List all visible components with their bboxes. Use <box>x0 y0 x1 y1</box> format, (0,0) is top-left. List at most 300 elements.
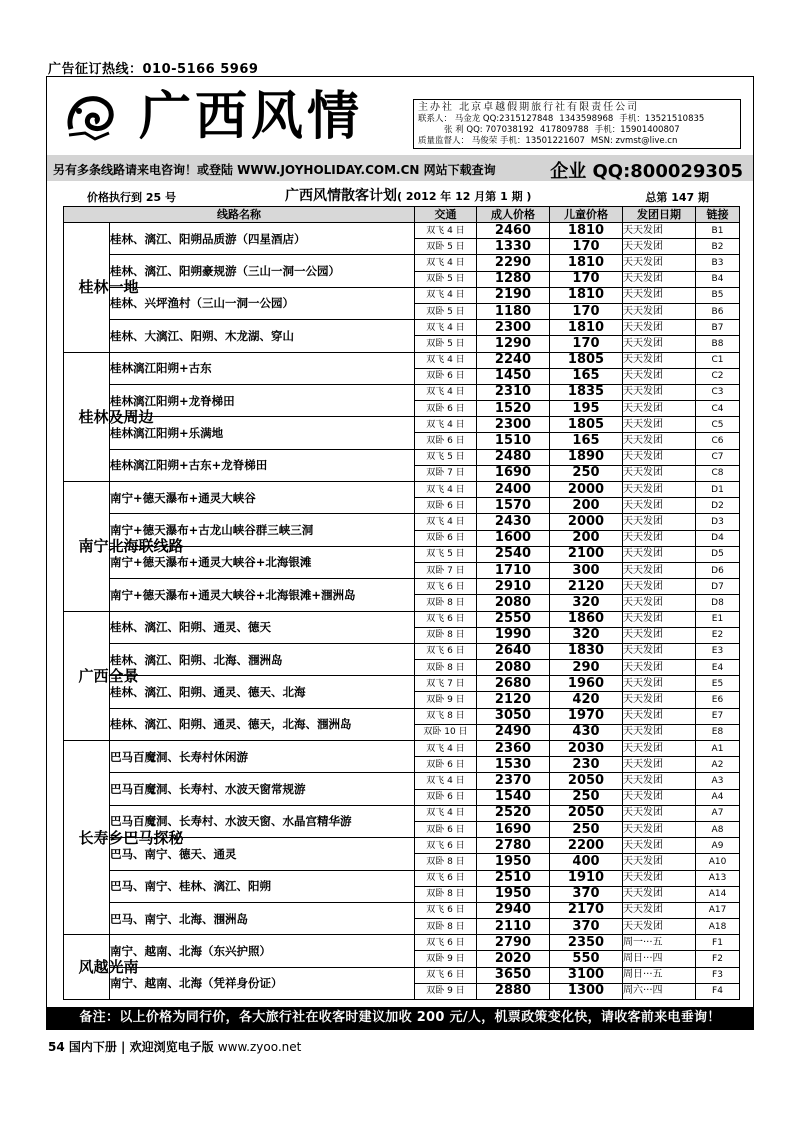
route-name: 桂林、漓江、阳朔品质游（四星酒店） <box>110 223 415 255</box>
link-code-cell[interactable]: E5 <box>696 676 740 692</box>
link-code-cell[interactable]: F4 <box>696 983 740 999</box>
transport-cell: 双卧 9 日 <box>415 692 477 708</box>
route-name: 桂林、漓江、阳朔、北海、涠洲岛 <box>110 643 415 675</box>
transport-cell: 双飞 4 日 <box>415 805 477 821</box>
table-row <box>64 935 740 951</box>
route-name: 南宁+德天瀑布+通灵大峡谷+北海银滩+涠洲岛 <box>110 579 415 611</box>
departure-cell: 天天发团 <box>623 287 696 303</box>
info-bar <box>47 155 753 181</box>
website-link[interactable]: www.zyoo.net <box>217 1040 302 1054</box>
link-code-cell[interactable]: C6 <box>696 433 740 449</box>
transport-cell: 双飞 4 日 <box>415 514 477 530</box>
transport-cell: 双飞 4 日 <box>415 352 477 368</box>
link-code-cell[interactable]: D1 <box>696 482 740 498</box>
child-price-cell: 250 <box>550 821 623 837</box>
page-footer: 54 国内下册 | 欢迎浏览电子版 www.zyoo.net <box>48 1040 302 1054</box>
route-name: 巴马、南宁、桂林、漓江、阳朔 <box>110 870 415 902</box>
child-price-cell: 1810 <box>550 223 623 239</box>
adult-price-cell: 2300 <box>477 417 550 433</box>
route-name: 桂林漓江阳朔+龙脊梯田 <box>110 384 415 416</box>
table-row <box>64 902 740 918</box>
child-price-cell: 370 <box>550 919 623 935</box>
link-code-cell[interactable]: D6 <box>696 562 740 578</box>
transport-cell: 双飞 4 日 <box>415 482 477 498</box>
child-price-cell: 290 <box>550 660 623 676</box>
departure-cell: 天天发团 <box>623 643 696 659</box>
child-price-cell: 1835 <box>550 384 623 400</box>
adult-price-cell: 1290 <box>477 336 550 352</box>
transport-cell: 双卧 8 日 <box>415 919 477 935</box>
adult-price-cell: 2780 <box>477 838 550 854</box>
departure-cell: 天天发团 <box>623 821 696 837</box>
table-row <box>64 611 740 627</box>
table-row <box>64 417 740 433</box>
category-label: 风越光南 <box>64 935 110 1000</box>
link-code-cell[interactable]: C3 <box>696 384 740 400</box>
col-child-price: 儿童价格 <box>550 207 623 223</box>
link-code-cell[interactable]: C7 <box>696 449 740 465</box>
table-row <box>64 482 740 498</box>
price-table <box>63 206 740 1000</box>
departure-cell: 天天发团 <box>623 870 696 886</box>
link-code-cell[interactable]: A4 <box>696 789 740 805</box>
child-price-cell: 550 <box>550 951 623 967</box>
table-row <box>64 320 740 336</box>
adult-price-cell: 2400 <box>477 482 550 498</box>
transport-cell: 双卧 5 日 <box>415 336 477 352</box>
departure-cell: 天天发团 <box>623 255 696 271</box>
link-code-cell[interactable]: A10 <box>696 854 740 870</box>
dragon-logo-icon <box>65 89 119 143</box>
link-code-cell[interactable]: B7 <box>696 320 740 336</box>
transport-cell: 双卧 6 日 <box>415 368 477 384</box>
child-price-cell: 2050 <box>550 805 623 821</box>
child-price-cell: 430 <box>550 724 623 740</box>
child-price-cell: 2120 <box>550 579 623 595</box>
transport-cell: 双飞 5 日 <box>415 546 477 562</box>
child-price-cell: 2350 <box>550 935 623 951</box>
transport-cell: 双飞 4 日 <box>415 384 477 400</box>
adult-price-cell: 2540 <box>477 546 550 562</box>
link-code-cell[interactable]: E8 <box>696 724 740 740</box>
departure-cell: 周一···五 <box>623 935 696 951</box>
table-row <box>64 223 740 239</box>
transport-cell: 双卧 7 日 <box>415 465 477 481</box>
departure-cell: 天天发团 <box>623 401 696 417</box>
departure-cell: 周日···五 <box>623 967 696 983</box>
adult-price-cell: 1990 <box>477 627 550 643</box>
route-name: 巴马、南宁、北海、涠洲岛 <box>110 902 415 934</box>
col-link: 链接 <box>696 207 740 223</box>
route-name: 桂林、大漓江、阳朔、木龙湖、穿山 <box>110 320 415 352</box>
adult-price-cell: 1690 <box>477 465 550 481</box>
table-row <box>64 514 740 530</box>
col-transport: 交通 <box>415 207 477 223</box>
route-name: 桂林漓江阳朔+古东+龙脊梯田 <box>110 449 415 481</box>
adult-price-cell: 2790 <box>477 935 550 951</box>
transport-cell: 双飞 6 日 <box>415 870 477 886</box>
adult-price-cell: 2120 <box>477 692 550 708</box>
contact-row: 质量监督人： 马俊荣 手机：13501221607 MSN: zvmst@live.cn <box>418 136 678 146</box>
transport-cell: 双卧 6 日 <box>415 757 477 773</box>
adult-price-cell: 2240 <box>477 352 550 368</box>
table-row <box>64 967 740 983</box>
link-code-cell[interactable]: A7 <box>696 805 740 821</box>
departure-cell: 天天发团 <box>623 530 696 546</box>
transport-cell: 双飞 7 日 <box>415 676 477 692</box>
child-price-cell: 1810 <box>550 255 623 271</box>
adult-price-cell: 1450 <box>477 368 550 384</box>
departure-cell: 天天发团 <box>623 449 696 465</box>
adult-price-cell: 2550 <box>477 611 550 627</box>
link-code-cell[interactable]: C2 <box>696 368 740 384</box>
adult-price-cell: 2510 <box>477 870 550 886</box>
transport-cell: 双卧 6 日 <box>415 821 477 837</box>
link-code-cell[interactable]: A1 <box>696 741 740 757</box>
departure-cell: 天天发团 <box>623 757 696 773</box>
adult-price-cell: 2480 <box>477 449 550 465</box>
table-row <box>64 255 740 271</box>
child-price-cell: 2030 <box>550 741 623 757</box>
child-price-cell: 1890 <box>550 449 623 465</box>
departure-cell: 天天发团 <box>623 417 696 433</box>
departure-cell: 天天发团 <box>623 854 696 870</box>
transport-cell: 双飞 4 日 <box>415 255 477 271</box>
link-code-cell[interactable]: C8 <box>696 465 740 481</box>
departure-cell: 天天发团 <box>623 546 696 562</box>
link-code-cell[interactable]: C5 <box>696 417 740 433</box>
adult-price-cell: 2190 <box>477 287 550 303</box>
adult-price-cell: 1950 <box>477 854 550 870</box>
adult-price-cell: 2490 <box>477 724 550 740</box>
contact-row: 联系人： 马金龙 QQ:2315127848 1343598968 手机：13521510835 <box>418 114 705 124</box>
child-price-cell: 2000 <box>550 514 623 530</box>
plan-row <box>47 185 753 205</box>
departure-cell: 天天发团 <box>623 303 696 319</box>
link-code-cell[interactable]: E7 <box>696 708 740 724</box>
adult-price-cell: 1180 <box>477 303 550 319</box>
transport-cell: 双卧 5 日 <box>415 271 477 287</box>
link-code-cell[interactable]: F2 <box>696 951 740 967</box>
organizer: 主办社 北京卓越假期旅行社有限责任公司 <box>418 102 640 113</box>
departure-cell: 天天发团 <box>623 805 696 821</box>
route-name: 桂林、兴坪渔村（三山一洞一公园） <box>110 287 415 319</box>
issue-number: 总第 147 期 <box>645 191 709 204</box>
link-code-cell[interactable]: A2 <box>696 757 740 773</box>
child-price-cell: 1810 <box>550 287 623 303</box>
departure-cell: 天天发团 <box>623 789 696 805</box>
transport-cell: 双飞 6 日 <box>415 579 477 595</box>
departure-cell: 天天发团 <box>623 562 696 578</box>
adult-price-cell: 2370 <box>477 773 550 789</box>
child-price-cell: 170 <box>550 271 623 287</box>
adult-price-cell: 2020 <box>477 951 550 967</box>
link-code-cell[interactable]: B6 <box>696 303 740 319</box>
transport-cell: 双飞 4 日 <box>415 287 477 303</box>
adult-price-cell: 1280 <box>477 271 550 287</box>
remark-bar: 备注：以上价格为同行价，各大旅行社在收客时建议加收 200 元/人，机票政策变化快，请收客前来电垂询！ <box>47 1007 753 1029</box>
child-price-cell: 2100 <box>550 546 623 562</box>
child-price-cell: 370 <box>550 886 623 902</box>
child-price-cell: 2050 <box>550 773 623 789</box>
transport-cell: 双卧 6 日 <box>415 401 477 417</box>
adult-price-cell: 2880 <box>477 983 550 999</box>
child-price-cell: 230 <box>550 757 623 773</box>
adult-price-cell: 3050 <box>477 708 550 724</box>
contact-row: 张 利 QQ: 707038192 417809788 手机：15901400807 <box>444 125 680 135</box>
table-row <box>64 741 740 757</box>
adult-price-cell: 2290 <box>477 255 550 271</box>
link-code-cell[interactable]: D2 <box>696 498 740 514</box>
link-code-cell[interactable]: A13 <box>696 870 740 886</box>
plan-title: 广西风情散客计划( 2012 年 12 月第 1 期 ) <box>285 188 532 204</box>
departure-cell: 周六···四 <box>623 983 696 999</box>
departure-cell: 天天发团 <box>623 320 696 336</box>
adult-price-cell: 3650 <box>477 967 550 983</box>
child-price-cell: 2170 <box>550 902 623 918</box>
route-name: 南宁+德天瀑布+古龙山峡谷群三峡三洞 <box>110 514 415 546</box>
transport-cell: 双飞 4 日 <box>415 320 477 336</box>
adult-price-cell: 1540 <box>477 789 550 805</box>
departure-cell: 天天发团 <box>623 838 696 854</box>
child-price-cell: 1300 <box>550 983 623 999</box>
link-code-cell[interactable]: A17 <box>696 902 740 918</box>
link-code-cell[interactable]: B3 <box>696 255 740 271</box>
departure-cell: 天天发团 <box>623 514 696 530</box>
child-price-cell: 200 <box>550 498 623 514</box>
departure-cell: 天天发团 <box>623 692 696 708</box>
transport-cell: 双飞 6 日 <box>415 643 477 659</box>
departure-cell: 天天发团 <box>623 676 696 692</box>
adult-price-cell: 1330 <box>477 239 550 255</box>
transport-cell: 双卧 8 日 <box>415 627 477 643</box>
transport-cell: 双卧 9 日 <box>415 983 477 999</box>
route-name: 巴马百魔洞、长寿村休闲游 <box>110 741 415 773</box>
link-code-cell[interactable]: B5 <box>696 287 740 303</box>
link-code-cell[interactable]: F3 <box>696 967 740 983</box>
adult-price-cell: 1600 <box>477 530 550 546</box>
transport-cell: 双卧 8 日 <box>415 854 477 870</box>
link-code-cell[interactable]: D5 <box>696 546 740 562</box>
departure-cell: 天天发团 <box>623 498 696 514</box>
adult-price-cell: 1710 <box>477 562 550 578</box>
transport-cell: 双卧 6 日 <box>415 530 477 546</box>
link-code-cell[interactable]: A8 <box>696 821 740 837</box>
child-price-cell: 1960 <box>550 676 623 692</box>
table-header-row <box>64 207 740 223</box>
child-price-cell: 200 <box>550 530 623 546</box>
col-adult-price: 成人价格 <box>477 207 550 223</box>
adult-price-cell: 2940 <box>477 902 550 918</box>
route-name: 桂林漓江阳朔+乐满地 <box>110 417 415 449</box>
transport-cell: 双卧 10 日 <box>415 724 477 740</box>
child-price-cell: 1805 <box>550 417 623 433</box>
route-name: 桂林、漓江、阳朔豪规游（三山一洞一公园） <box>110 255 415 287</box>
ad-hotline: 广告征订热线：010-5166 5969 <box>48 62 259 77</box>
route-name: 桂林、漓江、阳朔、通灵、德天、北海 <box>110 676 415 708</box>
departure-cell: 天天发团 <box>623 660 696 676</box>
link-code-cell[interactable]: C4 <box>696 401 740 417</box>
child-price-cell: 1910 <box>550 870 623 886</box>
transport-cell: 双卧 7 日 <box>415 562 477 578</box>
adult-price-cell: 2430 <box>477 514 550 530</box>
link-code-cell[interactable]: D3 <box>696 514 740 530</box>
child-price-cell: 400 <box>550 854 623 870</box>
departure-cell: 天天发团 <box>623 741 696 757</box>
category-label: 长寿乡巴马探秘 <box>64 741 110 935</box>
adult-price-cell: 2460 <box>477 223 550 239</box>
transport-cell: 双飞 6 日 <box>415 967 477 983</box>
route-name: 桂林、漓江、阳朔、通灵、德天，北海、涠洲岛 <box>110 708 415 740</box>
transport-cell: 双飞 5 日 <box>415 449 477 465</box>
departure-cell: 天天发团 <box>623 595 696 611</box>
transport-cell: 双卧 5 日 <box>415 239 477 255</box>
departure-cell: 天天发团 <box>623 384 696 400</box>
col-route: 线路名称 <box>64 207 415 223</box>
transport-cell: 双卧 6 日 <box>415 498 477 514</box>
transport-cell: 双卧 6 日 <box>415 789 477 805</box>
transport-cell: 双卧 9 日 <box>415 951 477 967</box>
table-row <box>64 579 740 595</box>
table-row <box>64 708 740 724</box>
link-code-cell[interactable]: A14 <box>696 886 740 902</box>
adult-price-cell: 2110 <box>477 919 550 935</box>
link-code-cell[interactable]: C1 <box>696 352 740 368</box>
link-code-cell[interactable]: D8 <box>696 595 740 611</box>
route-name: 南宁、越南、北海（凭祥身份证） <box>110 967 415 999</box>
transport-cell: 双飞 8 日 <box>415 708 477 724</box>
transport-cell: 双卧 6 日 <box>415 433 477 449</box>
link-code-cell[interactable]: B4 <box>696 271 740 287</box>
child-price-cell: 320 <box>550 627 623 643</box>
link-code-cell[interactable]: F1 <box>696 935 740 951</box>
departure-cell: 天天发团 <box>623 724 696 740</box>
table-row <box>64 287 740 303</box>
departure-cell: 天天发团 <box>623 336 696 352</box>
departure-cell: 天天发团 <box>623 902 696 918</box>
adult-price-cell: 2310 <box>477 384 550 400</box>
contact-box <box>413 99 741 149</box>
child-price-cell: 1810 <box>550 320 623 336</box>
table-row <box>64 352 740 368</box>
link-code-cell[interactable]: B2 <box>696 239 740 255</box>
link-code-cell[interactable]: E4 <box>696 660 740 676</box>
adult-price-cell: 1950 <box>477 886 550 902</box>
transport-cell: 双飞 6 日 <box>415 611 477 627</box>
table-row <box>64 773 740 789</box>
child-price-cell: 165 <box>550 368 623 384</box>
transport-cell: 双卧 8 日 <box>415 886 477 902</box>
table-row <box>64 643 740 659</box>
child-price-cell: 300 <box>550 562 623 578</box>
table-row <box>64 384 740 400</box>
child-price-cell: 165 <box>550 433 623 449</box>
link-code-cell[interactable]: D7 <box>696 579 740 595</box>
page-title: 广西风情 <box>139 86 364 147</box>
category-label: 桂林一地 <box>64 223 110 353</box>
website-notice: 另有多条线路请来电咨询！或登陆 WWW.JOYHOLIDAY.COM.CN 网站下载查询 <box>53 163 496 177</box>
departure-cell: 天天发团 <box>623 886 696 902</box>
link-code-cell[interactable]: E1 <box>696 611 740 627</box>
link-code-cell[interactable]: D4 <box>696 530 740 546</box>
route-name: 南宁+德天瀑布+通灵大峡谷 <box>110 482 415 514</box>
child-price-cell: 2000 <box>550 482 623 498</box>
transport-cell: 双飞 4 日 <box>415 773 477 789</box>
adult-price-cell: 1520 <box>477 401 550 417</box>
departure-cell: 天天发团 <box>623 627 696 643</box>
link-code-cell[interactable]: E6 <box>696 692 740 708</box>
route-name: 南宁、越南、北海（东兴护照） <box>110 935 415 967</box>
departure-cell: 天天发团 <box>623 433 696 449</box>
transport-cell: 双卧 5 日 <box>415 303 477 319</box>
table-row <box>64 870 740 886</box>
child-price-cell: 3100 <box>550 967 623 983</box>
child-price-cell: 1805 <box>550 352 623 368</box>
departure-cell: 天天发团 <box>623 368 696 384</box>
adult-price-cell: 2680 <box>477 676 550 692</box>
departure-cell: 天天发团 <box>623 773 696 789</box>
child-price-cell: 250 <box>550 465 623 481</box>
route-name: 巴马、南宁、德天、通灵 <box>110 838 415 870</box>
link-code-cell[interactable]: E2 <box>696 627 740 643</box>
transport-cell: 双飞 4 日 <box>415 741 477 757</box>
transport-cell: 双卧 8 日 <box>415 660 477 676</box>
route-name: 桂林漓江阳朔+古东 <box>110 352 415 384</box>
link-code-cell[interactable]: B8 <box>696 336 740 352</box>
link-code-cell[interactable]: A18 <box>696 919 740 935</box>
adult-price-cell: 1510 <box>477 433 550 449</box>
transport-cell: 双飞 6 日 <box>415 838 477 854</box>
departure-cell: 天天发团 <box>623 223 696 239</box>
link-code-cell[interactable]: A3 <box>696 773 740 789</box>
departure-cell: 天天发团 <box>623 611 696 627</box>
adult-price-cell: 2300 <box>477 320 550 336</box>
company-qq: 企业 QQ:800029305 <box>550 161 743 182</box>
adult-price-cell: 2080 <box>477 660 550 676</box>
route-name: 巴马百魔洞、长寿村、水波天窗常规游 <box>110 773 415 805</box>
link-code-cell[interactable]: B1 <box>696 223 740 239</box>
table-row <box>64 449 740 465</box>
child-price-cell: 1970 <box>550 708 623 724</box>
child-price-cell: 195 <box>550 401 623 417</box>
transport-cell: 双卧 8 日 <box>415 595 477 611</box>
adult-price-cell: 1530 <box>477 757 550 773</box>
category-label: 南宁北海联线路 <box>64 482 110 612</box>
table-row <box>64 805 740 821</box>
route-name: 巴马百魔洞、长寿村、水波天窗、水晶宫精华游 <box>110 805 415 837</box>
departure-cell: 天天发团 <box>623 708 696 724</box>
table-row <box>64 676 740 692</box>
child-price-cell: 170 <box>550 239 623 255</box>
price-valid: 价格执行到 25 号 <box>87 191 176 204</box>
transport-cell: 双飞 6 日 <box>415 902 477 918</box>
child-price-cell: 2200 <box>550 838 623 854</box>
departure-cell: 天天发团 <box>623 352 696 368</box>
departure-cell: 天天发团 <box>623 919 696 935</box>
adult-price-cell: 2520 <box>477 805 550 821</box>
route-name: 桂林、漓江、阳朔、通灵、德天 <box>110 611 415 643</box>
child-price-cell: 1830 <box>550 643 623 659</box>
col-departure: 发团日期 <box>623 207 696 223</box>
category-label: 桂林及周边 <box>64 352 110 482</box>
link-code-cell[interactable]: A9 <box>696 838 740 854</box>
child-price-cell: 420 <box>550 692 623 708</box>
transport-cell: 双飞 6 日 <box>415 935 477 951</box>
child-price-cell: 1860 <box>550 611 623 627</box>
header <box>47 77 753 155</box>
link-code-cell[interactable]: E3 <box>696 643 740 659</box>
adult-price-cell: 2910 <box>477 579 550 595</box>
